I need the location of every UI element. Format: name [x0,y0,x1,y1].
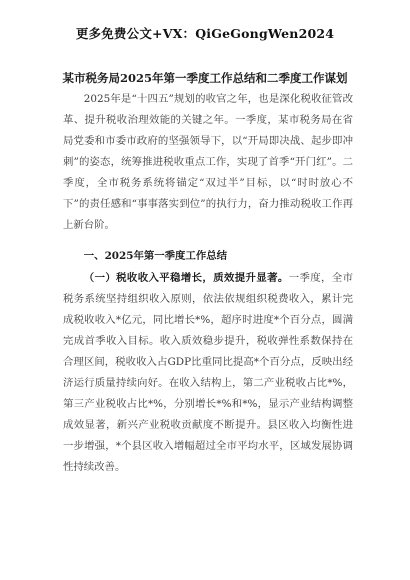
watermark-header: 更多免费公文+VX：QiGeGongWen2024 [75,26,335,41]
subsection-heading: （一）税收收入平稳增长，质效提升显著。 [83,272,289,284]
subsection-text: 一季度，全市税务系统坚持组织收入原则，依法依规组织税费收入，累计完成税收收入*亿元，同比增长*%，超序时进度*个百分点，圆满完成首季收入目标。收入质效稳步提升，税收弹性系数保持在合理区间，税收收入占GDP比重同比提高*个百分点，反映出经济运行质量持续向好。在收入结构上，第二产业税收占比*%，第三产业税收占比*%，分别增长*%和*%，显示产业结构调整成效显著，新兴产业税收贡献度不断提升。县区收入均衡性进一步增强，*个县区收入增幅超过全市平均水平，区域发展协调性持续改善。 [63,272,354,473]
subsection-paragraph [63,268,353,478]
intro-paragraph: 2025年是“十四五”规划的收官之年，也是深化税收征管改革、提升税收治理效能的关键之年。一季度，某市税务局在省局党委和市委市政府的坚强领导下，以“开局即决战、起步即冲刺”的姿态，统筹推进税收重点工作，实现了首季“开门红”。二季度，全市税务系统将锚定“双过半”目标，以“时时放心不下”的责任感和“事事落实到位”的执行力，奋力推动税收工作再上新台阶。 [63,93,353,231]
section-heading: 一、2025年第一季度工作总结 [83,250,228,262]
document-title: 某市税务局2025年第一季度工作总结和二季度工作谋划 [62,71,348,85]
